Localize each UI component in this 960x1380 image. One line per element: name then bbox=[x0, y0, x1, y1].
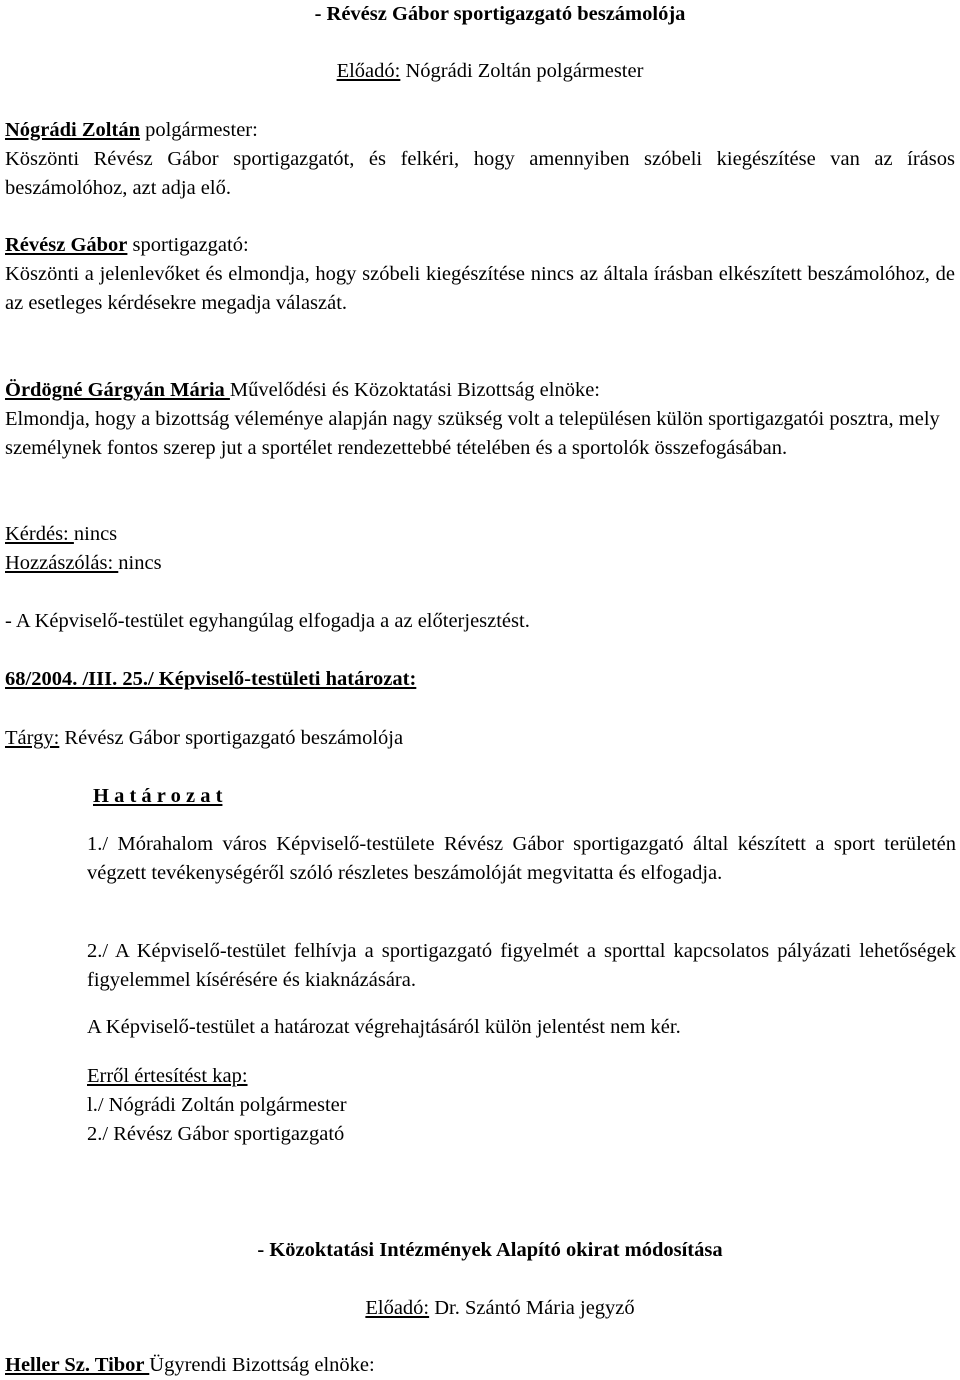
comment-line bbox=[5, 549, 955, 578]
resolution-item-1: 1./ Mórahalom város Képviselő-testülete Révész Gábor sportigazgató által készített a sport területén végzett tevékenységéről szóló részletes beszámolóját megvitatta és elfogadja. bbox=[87, 833, 956, 884]
report-line: A Képviselő-testület a határozat végrehajtásáról külön jelentést nem kér. bbox=[87, 1016, 681, 1038]
comment-label: Hozzászólás: bbox=[5, 552, 119, 574]
question-line bbox=[5, 520, 955, 549]
speech-text: Köszönti Révész Gábor sportigazgatót, és felkéri, hogy amennyiben szóbeli kiegészítése van az írásos beszámolóhoz, azt adja elő. bbox=[5, 148, 955, 199]
speech-text: Köszönti a jelenlevőket és elmondja, hogy szóbeli kiegészítése nincs az általa írásban elkészített beszámolóhoz, de az esetleges kérdésekre megadja válaszát. bbox=[5, 263, 955, 314]
comment-value: nincs bbox=[118, 552, 162, 574]
speech-block-2 bbox=[5, 231, 955, 318]
resolution-item-2: 2./ A Képviselő-testület felhívja a sportigazgató figyelmét a sporttal kapcsolatos pályázati lehetőségek figyelemmel kísérésére és kiaknázására. bbox=[87, 940, 956, 991]
subject-label: Tárgy: bbox=[5, 727, 60, 749]
subject-line bbox=[5, 724, 955, 753]
presenter-label: Előadó: bbox=[365, 1297, 430, 1319]
presenter-name: Dr. Szántó Mária jegyző bbox=[429, 1297, 635, 1319]
speaker-role: Ügyrendi Bizottság elnöke: bbox=[149, 1354, 375, 1376]
resolution-title bbox=[5, 665, 955, 694]
speaker-role: Művelődési és Közoktatási Bizottság elnöke: bbox=[229, 379, 600, 401]
vote-line: - A Képviselő-testület egyhangúlag elfogadja a az előterjesztést. bbox=[5, 610, 530, 632]
presenter-label: Előadó: bbox=[336, 60, 401, 82]
subject-text: Révész Gábor sportigazgató beszámolója bbox=[59, 727, 404, 749]
speaker-name: Nógrádi Zoltán bbox=[5, 119, 140, 141]
presenter-line-1 bbox=[5, 57, 960, 86]
question-label: Kérdés: bbox=[5, 523, 74, 545]
section-heading-2: - Közoktatási Intézmények Alapító okirat módosítása bbox=[257, 1239, 723, 1261]
presenter-name: Nógrádi Zoltán polgármester bbox=[400, 60, 644, 82]
notification-label: Erről értesítést kap: bbox=[87, 1065, 248, 1087]
notification-block bbox=[87, 1062, 956, 1149]
speech-block-3 bbox=[5, 376, 955, 463]
speech-block-4 bbox=[5, 1351, 955, 1380]
speaker-name: Révész Gábor bbox=[5, 234, 128, 256]
speaker-role: polgármester: bbox=[139, 119, 258, 141]
notification-item: 2./ Révész Gábor sportigazgató bbox=[87, 1123, 345, 1145]
speaker-name: Heller Sz. Tibor bbox=[5, 1354, 150, 1376]
resolution-number: 68/2004. /III. 25. bbox=[5, 668, 148, 690]
resolution-heading: H a t á r o z a t bbox=[93, 785, 223, 807]
presenter-line-2 bbox=[5, 1294, 960, 1323]
speech-text: Elmondja, hogy a bizottság véleménye alapján nagy szükség volt a településen külön sportigazgatói posztra, mely személynek fontos szerep jut a sportélet rendezettebbé tételében és a sportolók összefogásában. bbox=[5, 408, 940, 459]
notification-item: l./ Nógrádi Zoltán polgármester bbox=[87, 1094, 347, 1116]
question-value: nincs bbox=[73, 523, 118, 545]
speech-block-1 bbox=[5, 116, 955, 203]
section-heading-1: - Révész Gábor sportigazgató beszámolója bbox=[314, 3, 686, 25]
resolution-title-text: / Képviselő-testületi határozat: bbox=[147, 668, 417, 690]
speaker-role: sportigazgató: bbox=[127, 234, 249, 256]
speaker-name: Ördögné Gárgyán Mária bbox=[5, 379, 230, 401]
